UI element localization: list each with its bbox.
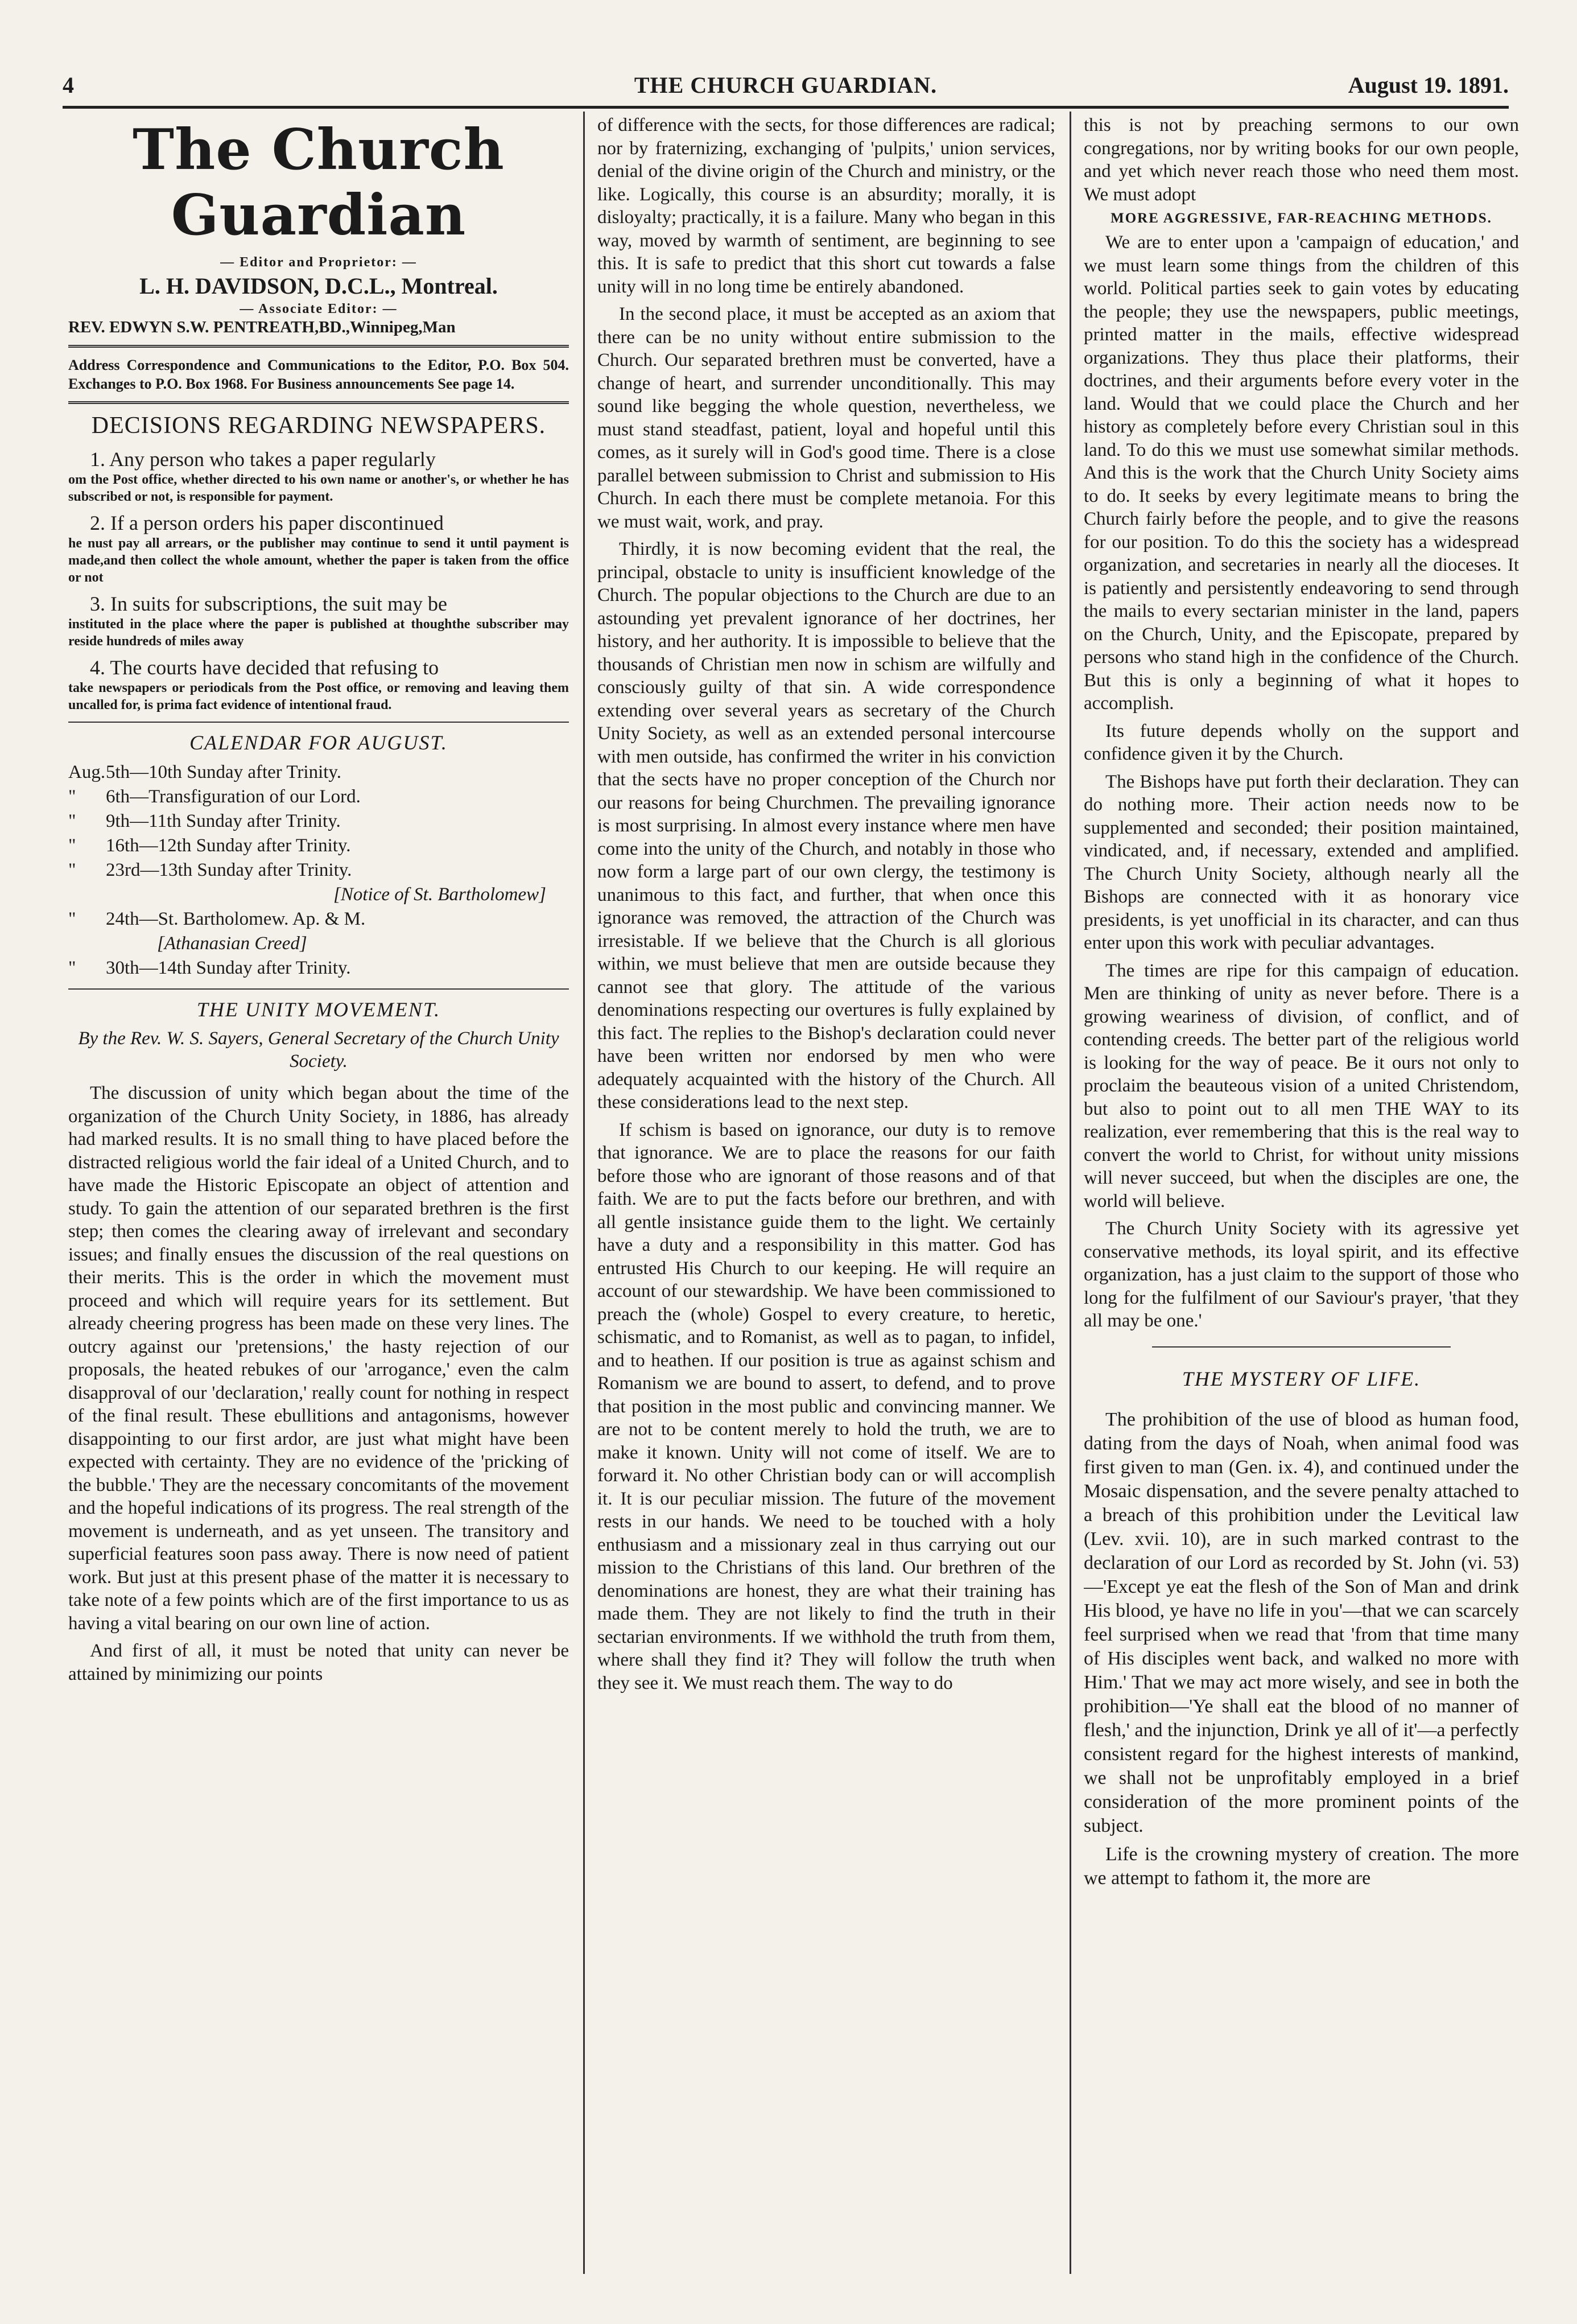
article-paragraph: of difference with the sects, for those differences are radical; nor by fraternizing, exchanging of 'pulpits,' union services, denial of the divine origin of the Church and ministry, or the like. Logically, this course is an absurdity; morally, it is disloyalty; practically, it is a failure. Many who began in this way, moved by warmth of sentiment, are beginning to see this. It is safe to predict that this short cut towards a false unity will in no long time be entirely abandoned. (597, 115, 1055, 297)
article-paragraph: In the second place, it must be accepted as an axiom that there can be no unity without entire submission to the Church. Our separated brethren must be converted, have a change of heart, and surrender unconditionally. This may sound like begging the whole question, nevertheless, we must stand steadfast, patient, loyal and hopeful until this comes, as it surely will in God's good time. There is a close parallel between submission to Christ and submission to His Church. In each there must be complete metanoia. For this we must wait, work, and pray. (597, 304, 1055, 532)
divider (68, 401, 569, 404)
decision-text: take newspapers or periodicals from the Post office, or removing and leaving them uncalled for, is prima fact evidence of intentional fraud. (68, 681, 569, 712)
running-head (63, 67, 1509, 104)
article-paragraph: Life is the crowning mystery of creation. The more we attempt to fathom it, the more are (1084, 1843, 1519, 1889)
article-paragraph: The Church Unity Society with its agressive yet conservative methods, its loyal spirit, and its effective organization, has a just claim to the support of those who long for the fulfilment of our Saviour's prayer, 'that they all may be one.' (1084, 1218, 1519, 1331)
article-paragraph: And first of all, it must be noted that unity can never be attained by minimizing our points (68, 1641, 569, 1684)
calendar-row: " 30th—14th Sunday after Trinity. (68, 958, 351, 978)
calendar-row: " 6th—Transfiguration of our Lord. (68, 786, 361, 807)
article-paragraph: Its future depends wholly on the support and confidence given it by the Church. (1084, 720, 1519, 764)
divider (68, 988, 569, 990)
decision-lead: 2. If a person orders his paper discontinued (90, 512, 444, 534)
article-paragraph: Thirdly, it is now becoming evident that the real, the principal, obstacle to unity is insufficient knowledge of the Church. The popular objections to the Church are due to an astounding yet prevalent ignorance of her doctrines, her history, and her authority. It is impossible to believe that the thousands of Christian men now in schism are wilfully and consciously guilty of that sin. A wide correspondence extending over several years as secretary of the Church Unity Society, as well as an extended personal intercourse with men outside, has confirmed the writer in his conviction that the sects have no proper conception of the Church nor our reasons for being Churchmen. The prevailing ignorance is most surprising. In almost every instance where men have come into the unity of the Church, and notably in those who now form a large part of our own clergy, the testimony is unanimous to this fact, and further, that when once this ignorance was removed, the attraction of the Church was irresistable. If we believe that the Church is all glorious within, we must believe that men are outside because they cannot see that glory. The attitude of the various denominations respecting our overtures is fully explained by this fact. The replies to the Bishop's declaration could never have been written nor endorsed by men who were adequately acquainted with the history of the Church. All these considerations lead to the next step. (597, 539, 1055, 1112)
issue-date: August 19. 1891. (1348, 72, 1509, 98)
column-2 (597, 114, 1055, 2282)
associate-editor: REV. EDWYN S.W. PENTREATH,BD.,Winnipeg,Man (68, 318, 456, 336)
mystery-article-title: THE MYSTERY OF LIFE. (1182, 1367, 1421, 1390)
column-3 (1084, 114, 1519, 2282)
address-notice: Address Correspondence and Communications to the Editor, P.O. Box 504. Exchanges to P.O. Box 1968. For Business announcements See page 14. (68, 357, 569, 392)
article-paragraph: The prohibition of the use of blood as human food, dating from the days of Noah, when animal food was first given to man (Gen. ix. 4), and continued under the Mosaic dispensation, and the severe penalty attached to a breach of this prohibition under the Levitical law (Lev. xvii. 10), are in such marked contrast to the declaration of our Lord as recorded by St. John (vi. 53)—'Except ye eat the flesh of the Son of Man and drink His blood, ye have no life in you'—that we can scarcely feel surprised when we read that 'from that time many of His disciples went back, and walked no more with Him.' That we may act more wisely, and see in both the prohibition—'Ye shall eat the blood of no manner of flesh,' and the injunction, Drink ye all of it'—a perfectly consistent regard for the highest interests of mankind, we shall not be unprofitably employed in a brief consideration of the more prominent points of the subject. (1084, 1408, 1519, 1836)
unity-article-byline: By the Rev. W. S. Sayers, General Secretary of the Church Unity Society. (78, 1028, 559, 1072)
calendar-row: " 16th—12th Sunday after Trinity. (68, 835, 351, 856)
decision-item (68, 592, 569, 650)
divider (68, 722, 569, 723)
calendar-row: Aug. 5th—10th Sunday after Trinity. (68, 762, 342, 782)
calendar-table (68, 760, 569, 980)
divider (1152, 1346, 1451, 1348)
article-paragraph: The times are ripe for this campaign of education. Men are thinking of unity as never before. There is a growing weariness of division, of conflict, and of contending creeds. The better part of the religious world is looking for the way of peace. Be it ours not only to proclaim the beauteous vision of a united Christendom, but also to point out to all men THE WAY to its realization, ever remembering that this is the real way to convert the world to Christ, for without unity missions will never succeed, but when the disciples are one, the world will believe. (1084, 960, 1519, 1212)
calendar-note: [Athanasian Creed] (157, 933, 307, 954)
article-paragraph: this is not by preaching sermons to our own congregations, nor by writing books for our own people, and yet which never reach those who need them most. We must adopt (1084, 115, 1519, 205)
decision-text: om the Post office, whether directed to his own name or another's, or whether he has subscribed or not, is responsible for payment. (68, 472, 569, 504)
article-paragraph: We are to enter upon a 'campaign of education,' and we must learn some things from the children of this world. Political parties seek to gain votes by educating the people; they use the newspapers, public meetings, printed matter in the mails, effective widespread organizations. They thus place their platforms, their doctrines, and their arguments before every voter in the land. Would that we could place the Church and her history as completely before every Christian soul in this land. To do this we must use somewhat similar methods. And this is the work that the Church Unity Society aims to do. It seeks by every legitimate means to bring the Church fairly before the people, and to give the reasons for our position. To do this the society has a widespread organization, and secretaries in nearly all the dioceses. It is patiently and persistently endeavoring to send through the mails to every sectarian minister in the land, papers on the Church, Unity, and the Episcopate, prepared by persons who stand high in the confidence of the Church. But this is only a beginning of what it hopes to accomplish. (1084, 232, 1519, 714)
article-subhead: MORE AGGRESSIVE, FAR-REACHING METHODS. (1110, 211, 1492, 226)
column-rule (1070, 112, 1071, 2274)
decision-item (68, 656, 569, 714)
decision-item (68, 447, 569, 505)
calendar-note: [Notice of St. Bartholomew] (333, 884, 546, 905)
associate-label: — Associate Editor: — (240, 302, 398, 316)
decision-text: instituted in the place where the paper is published at thoughthe subscriber may reside hundreds of miles away (68, 617, 569, 649)
article-paragraph: The Bishops have put forth their declaration. They can do nothing more. Their action needs now to be supplemented and seconded; their position maintained, vindicated, and, if necessary, extended and amplified. The Church Unity Society, although nearly all the Bishops are connected with it as honorary vice presidents, is yet unofficial in its character, and can thus enter upon this work with peculiar advantages. (1084, 771, 1519, 953)
header-rule (63, 106, 1509, 109)
editor-name: L. H. DAVIDSON, D.C.L., Montreal. (139, 273, 498, 299)
column-rule (583, 112, 585, 2274)
decision-text: he nust pay all arrears, or the publisher may continue to send it until payment is made,and then collect the whole amount, whether the paper is taken from the office or not (68, 536, 569, 585)
calendar-row: " 23rd—13th Sunday after Trinity. (68, 860, 352, 880)
editor-label: — Editor and Proprietor: — (220, 255, 417, 270)
decision-lead: 1. Any person who takes a paper regularly (90, 448, 436, 471)
decision-lead: 3. In suits for subscriptions, the suit may be (90, 592, 447, 615)
divider (68, 345, 569, 348)
running-title: THE CHURCH GUARDIAN. (634, 72, 938, 98)
decision-item (68, 511, 569, 586)
article-paragraph: The discussion of unity which began about the time of the organization of the Church Unity Society, in 1886, has already had marked results. It is no small thing to have placed before the distracted religious world the fair ideal of a United Church, and to have made the Historic Episcopate an object of attention and study. To gain the attention of our separated brethren is the first step; then comes the clearing away of irrelevant and secondary issues; and finally ensues the discussion of the real questions on their merits. This is the order in which the movement must proceed and which will require years for its settlement. But already cheering progress has been made on these very lines. The outcry against our 'pretensions,' the hasty rejection of our proposals, the heated rebukes of our 'arrogance,' even the calm disapproval of our 'declaration,' really count for nothing in respect of the final result. These ebullitions and antagonisms, however disappointing to our first ardor, are just what might have been expected with certainty. They are no evidence of the 'pricking of the bubble.' They are the necessary concomitants of the movement and the hopeful indications of its progress. The real strength of the movement is underneath, and as yet unseen. The transitory and superficial features soon pass away. There is now need of patient work. But just at this present phase of the matter it is necessary to take note of a few points which are of the first importance to us as having a vital bearing on our own line of action. (68, 1083, 569, 1634)
decision-lead: 4. The courts have decided that refusing to (90, 656, 439, 679)
masthead-title: The Church Guardian (133, 117, 505, 248)
page-number: 4 (63, 72, 74, 98)
calendar-row: " 24th—St. Bartholomew. Ap. & M. (68, 909, 366, 929)
unity-article-title: THE UNITY MOVEMENT. (196, 998, 441, 1021)
article-paragraph: If schism is based on ignorance, our duty is to remove that ignorance. We are to place the reasons for our faith before those who are ignorant of those reasons and of that faith. We are to put the facts before our brethren, and with all gentle insistance guide them to the light. We certainly have a duty and a responsibility in this matter. God has entrusted His Church to our keeping. He will require an account of our stewardship. We have been commissioned to preach the (whole) Gospel to every creature, to heretic, schismatic, and to Romanist, as well as to pagan, to infidel, and to heathen. If our position is true as against schism and Romanism we are bound to assert, to defend, and to prove that position in the most public and convincing manner. We are not to be content merely to hold the truth, we are to make it known. Unity will not come of itself. We are to forward it. No other Christian body can or will accomplish it. It is our peculiar mission. The future of the movement rests in our hands. We need to be touched with a holy enthusiasm and a missionary zeal in thus carrying out our mission to the Christians of this land. Our brethren of the denominations are honest, they are what their training has made them. They are not likely to find the truth in their sectarian environments. If we withhold the truth from them, where shall they find it? They will follow the truth when they see it. We must reach them. The way to do (597, 1119, 1055, 1693)
calendar-row: " 9th—11th Sunday after Trinity. (68, 811, 341, 831)
calendar-title: CALENDAR FOR AUGUST. (189, 731, 448, 754)
column-1 (68, 114, 569, 2282)
decisions-title: DECISIONS REGARDING NEWSPAPERS. (91, 413, 546, 439)
